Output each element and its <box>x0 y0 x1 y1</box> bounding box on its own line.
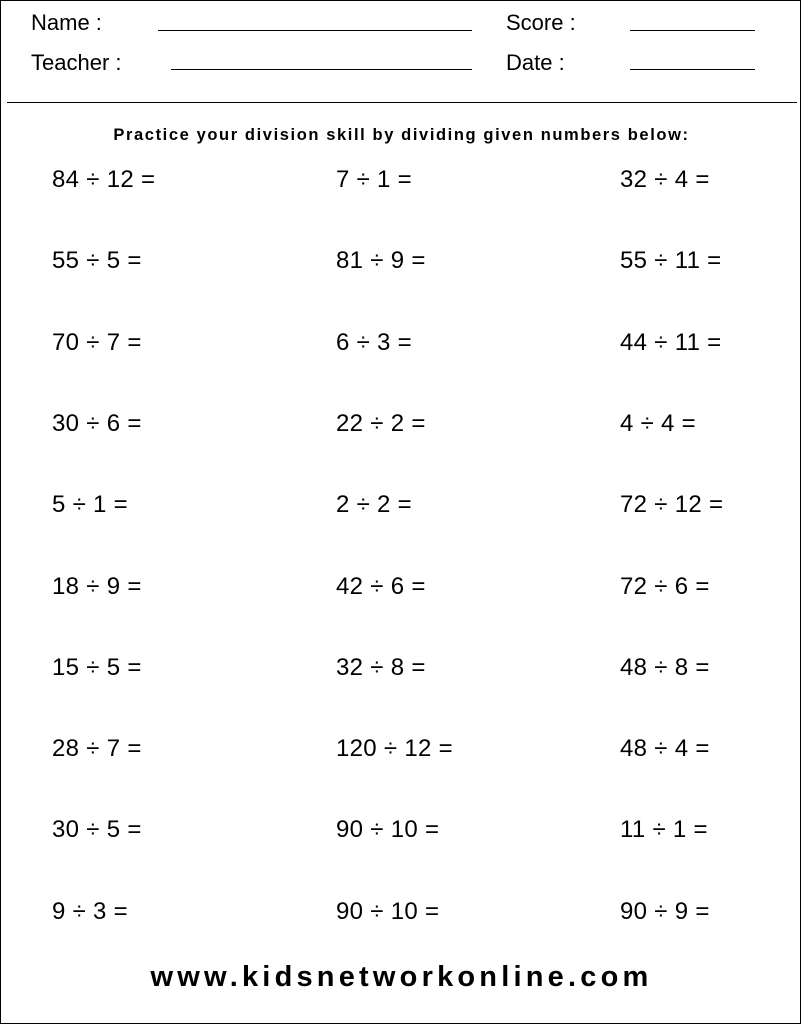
division-problem: 2 ÷ 2 = <box>336 491 412 518</box>
division-problem: 6 ÷ 3 = <box>336 329 412 356</box>
division-problem: 30 ÷ 5 = <box>52 816 142 843</box>
score-label: Score : <box>506 10 576 35</box>
division-problem: 72 ÷ 6 = <box>620 573 710 600</box>
name-label: Name : <box>31 10 102 35</box>
header-divider <box>7 102 797 103</box>
division-problem: 48 ÷ 8 = <box>620 654 710 681</box>
division-problem: 32 ÷ 4 = <box>620 166 710 193</box>
division-problem: 28 ÷ 7 = <box>52 735 142 762</box>
instructions-text: Practice your division skill by dividing given numbers below: <box>113 126 690 144</box>
division-problem: 84 ÷ 12 = <box>52 166 156 193</box>
division-problem: 55 ÷ 5 = <box>52 247 142 274</box>
division-problem: 70 ÷ 7 = <box>52 329 142 356</box>
division-problem: 4 ÷ 4 = <box>620 410 696 437</box>
date-line[interactable] <box>630 69 755 70</box>
score-line[interactable] <box>630 30 755 31</box>
division-problem: 18 ÷ 9 = <box>52 573 142 600</box>
footer-website: www.kidsnetworkonline.com <box>150 961 653 993</box>
division-problem: 90 ÷ 10 = <box>336 816 440 843</box>
division-problem: 5 ÷ 1 = <box>52 491 128 518</box>
division-problem: 90 ÷ 10 = <box>336 898 440 925</box>
division-problem: 7 ÷ 1 = <box>336 166 412 193</box>
division-problem: 32 ÷ 8 = <box>336 654 426 681</box>
teacher-line[interactable] <box>171 69 472 70</box>
teacher-label: Teacher : <box>31 50 122 75</box>
division-problem: 120 ÷ 12 = <box>336 735 453 762</box>
division-problem: 15 ÷ 5 = <box>52 654 142 681</box>
date-label: Date : <box>506 50 565 75</box>
division-problem: 90 ÷ 9 = <box>620 898 710 925</box>
division-problem: 9 ÷ 3 = <box>52 898 128 925</box>
division-problem: 42 ÷ 6 = <box>336 573 426 600</box>
division-problem: 22 ÷ 2 = <box>336 410 426 437</box>
division-problem: 30 ÷ 6 = <box>52 410 142 437</box>
division-problem: 48 ÷ 4 = <box>620 735 710 762</box>
division-problem: 11 ÷ 1 = <box>620 816 708 843</box>
division-problem: 44 ÷ 11 = <box>620 329 722 356</box>
division-problem: 72 ÷ 12 = <box>620 491 724 518</box>
division-problem: 55 ÷ 11 = <box>620 247 722 274</box>
name-line[interactable] <box>158 30 472 31</box>
division-problem: 81 ÷ 9 = <box>336 247 426 274</box>
